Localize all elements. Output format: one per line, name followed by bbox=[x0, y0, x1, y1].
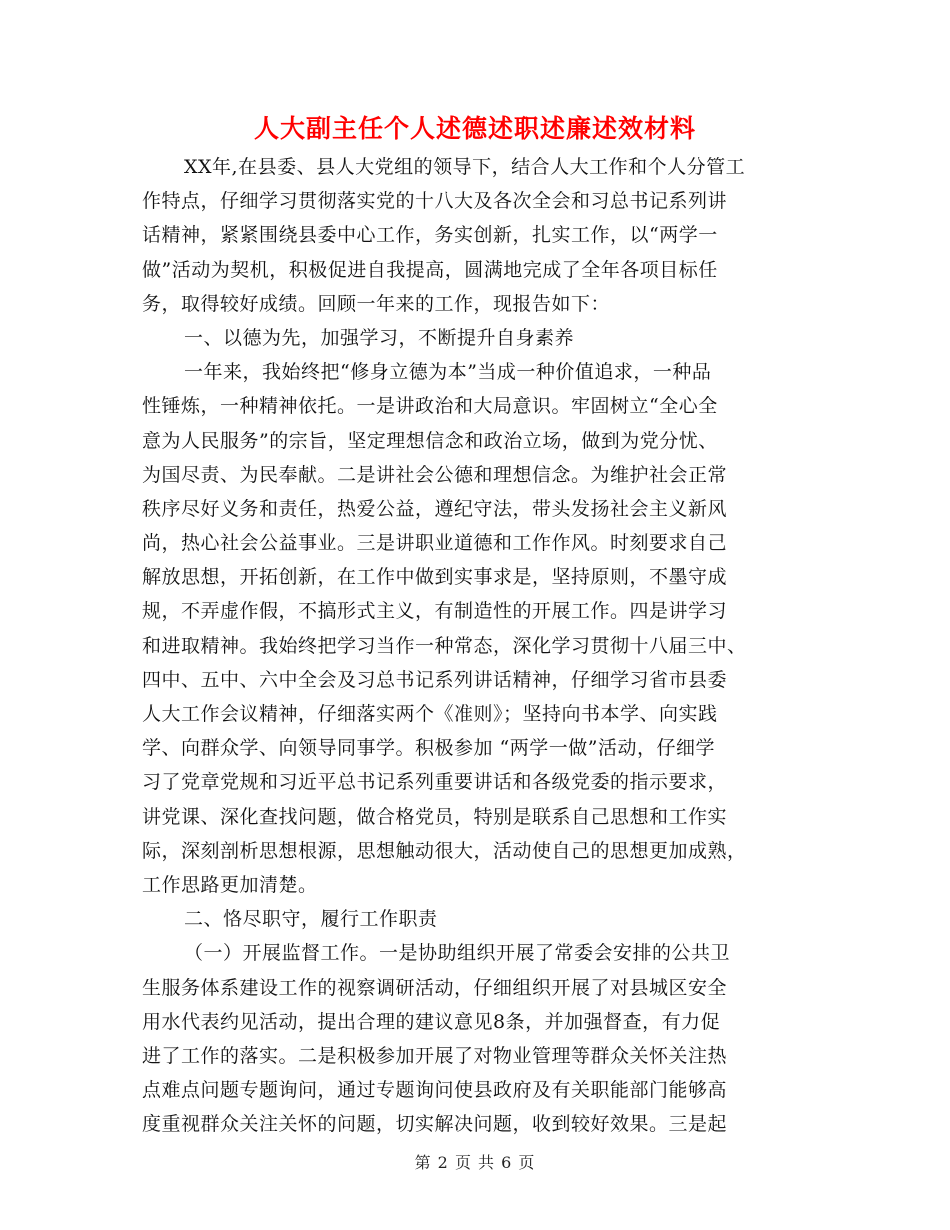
paragraph-line: 意为人民服务”的宗旨，坚定理想信念和政治立场，做到为党分忧、 bbox=[142, 429, 718, 452]
paragraph-line: 尚，热心社会公益事业。三是讲职业道德和工作作风。时刻要求自己 bbox=[142, 532, 728, 555]
paragraph-line: XX年,在县委、县人大党组的领导下，结合人大工作和个人分管工 bbox=[184, 156, 746, 178]
document-title: 人大副主任个人述德述职述廉述效材料 bbox=[253, 114, 696, 143]
section-heading: 一、以德为先，加强学习，不断提升自身素养 bbox=[184, 326, 575, 349]
paragraph-line: 作特点，仔细学习贯彻落实党的十八大及各次全会和习总书记系列讲 bbox=[142, 190, 728, 213]
paragraph-line: 话精神，紧紧围绕县委中心工作，务实创新，扎实工作，以“两学一 bbox=[142, 224, 718, 247]
paragraph-line: 进了工作的落实。二是积极参加开展了对物业管理等群众关怀关注热 bbox=[142, 1044, 728, 1067]
paragraph-line: 工作思路更加清楚。 bbox=[142, 873, 318, 896]
paragraph-line: 人大工作会议精神，仔细落实两个《准则》；坚持向书本学、向实践 bbox=[142, 703, 718, 725]
paragraph-line: 际，深刻剖析思想根源，思想触动很大，活动使自己的思想更加成熟， bbox=[142, 839, 747, 862]
paragraph-line: 和进取精神。我始终把学习当作一种常态，深化学习贯彻十八届三中、 bbox=[142, 634, 747, 657]
paragraph-line: 秩序尽好义务和责任，热爱公益，遵纪守法，带头发扬社会主义新风 bbox=[142, 497, 728, 520]
page-number-footer: 第 2 页 共 6 页 bbox=[414, 1153, 536, 1172]
paragraph-line: 一年来，我始终把“修身立德为本”当成一种价值追求，一种品 bbox=[184, 361, 712, 384]
paragraph-line: 务，取得较好成绩。回顾一年来的工作，现报告如下： bbox=[142, 292, 611, 315]
document-body bbox=[142, 150, 807, 1141]
paragraph-line: 习了党章党规和习近平总书记系列重要讲话和各级党委的指示要求， bbox=[142, 771, 728, 794]
paragraph-line: 度重视群众关注关怀的问题，切实解决问题，收到较好效果。三是起 bbox=[142, 1113, 728, 1136]
paragraph-line: （一）开展监督工作。一是协助组织开展了常委会安排的公共卫 bbox=[184, 942, 731, 965]
section-heading: 二、恪尽职守，履行工作职责 bbox=[184, 908, 438, 931]
paragraph-line: 解放思想，开拓创新，在工作中做到实事求是，坚持原则，不墨守成 bbox=[142, 566, 728, 589]
paragraph-line: 四中、五中、六中全会及习总书记系列讲话精神，仔细学习省市县委 bbox=[142, 668, 728, 691]
paragraph-line: 用水代表约见活动，提出合理的建议意见8条，并加强督查，有力促 bbox=[142, 1010, 721, 1033]
paragraph-line: 生服务体系建设工作的视察调研活动，仔细组织开展了对县城区安全 bbox=[142, 976, 728, 999]
paragraph-line: 为国尽责、为民奉献。二是讲社会公德和理想信念。为维护社会正常 bbox=[142, 463, 728, 486]
paragraph-line: 学、向群众学、向领导同事学。积极参加 “两学一做”活动，仔细学 bbox=[142, 737, 715, 760]
paragraph-line: 做”活动为契机，积极促进自我提高，圆满地完成了全年各项目标任 bbox=[142, 258, 718, 281]
paragraph-line: 规，不弄虚作假，不搞形式主义，有制造性的开展工作。四是讲学习 bbox=[142, 600, 728, 623]
paragraph-line: 讲党课、深化查找问题，做合格党员，特别是联系自己思想和工作实 bbox=[142, 805, 728, 828]
paragraph-line: 性锤炼，一种精神依托。一是讲政治和大局意识。牢固树立“全心全 bbox=[142, 395, 718, 418]
paragraph-line: 点难点问题专题询问，通过专题询问使县政府及有关职能部门能够高 bbox=[142, 1079, 728, 1102]
